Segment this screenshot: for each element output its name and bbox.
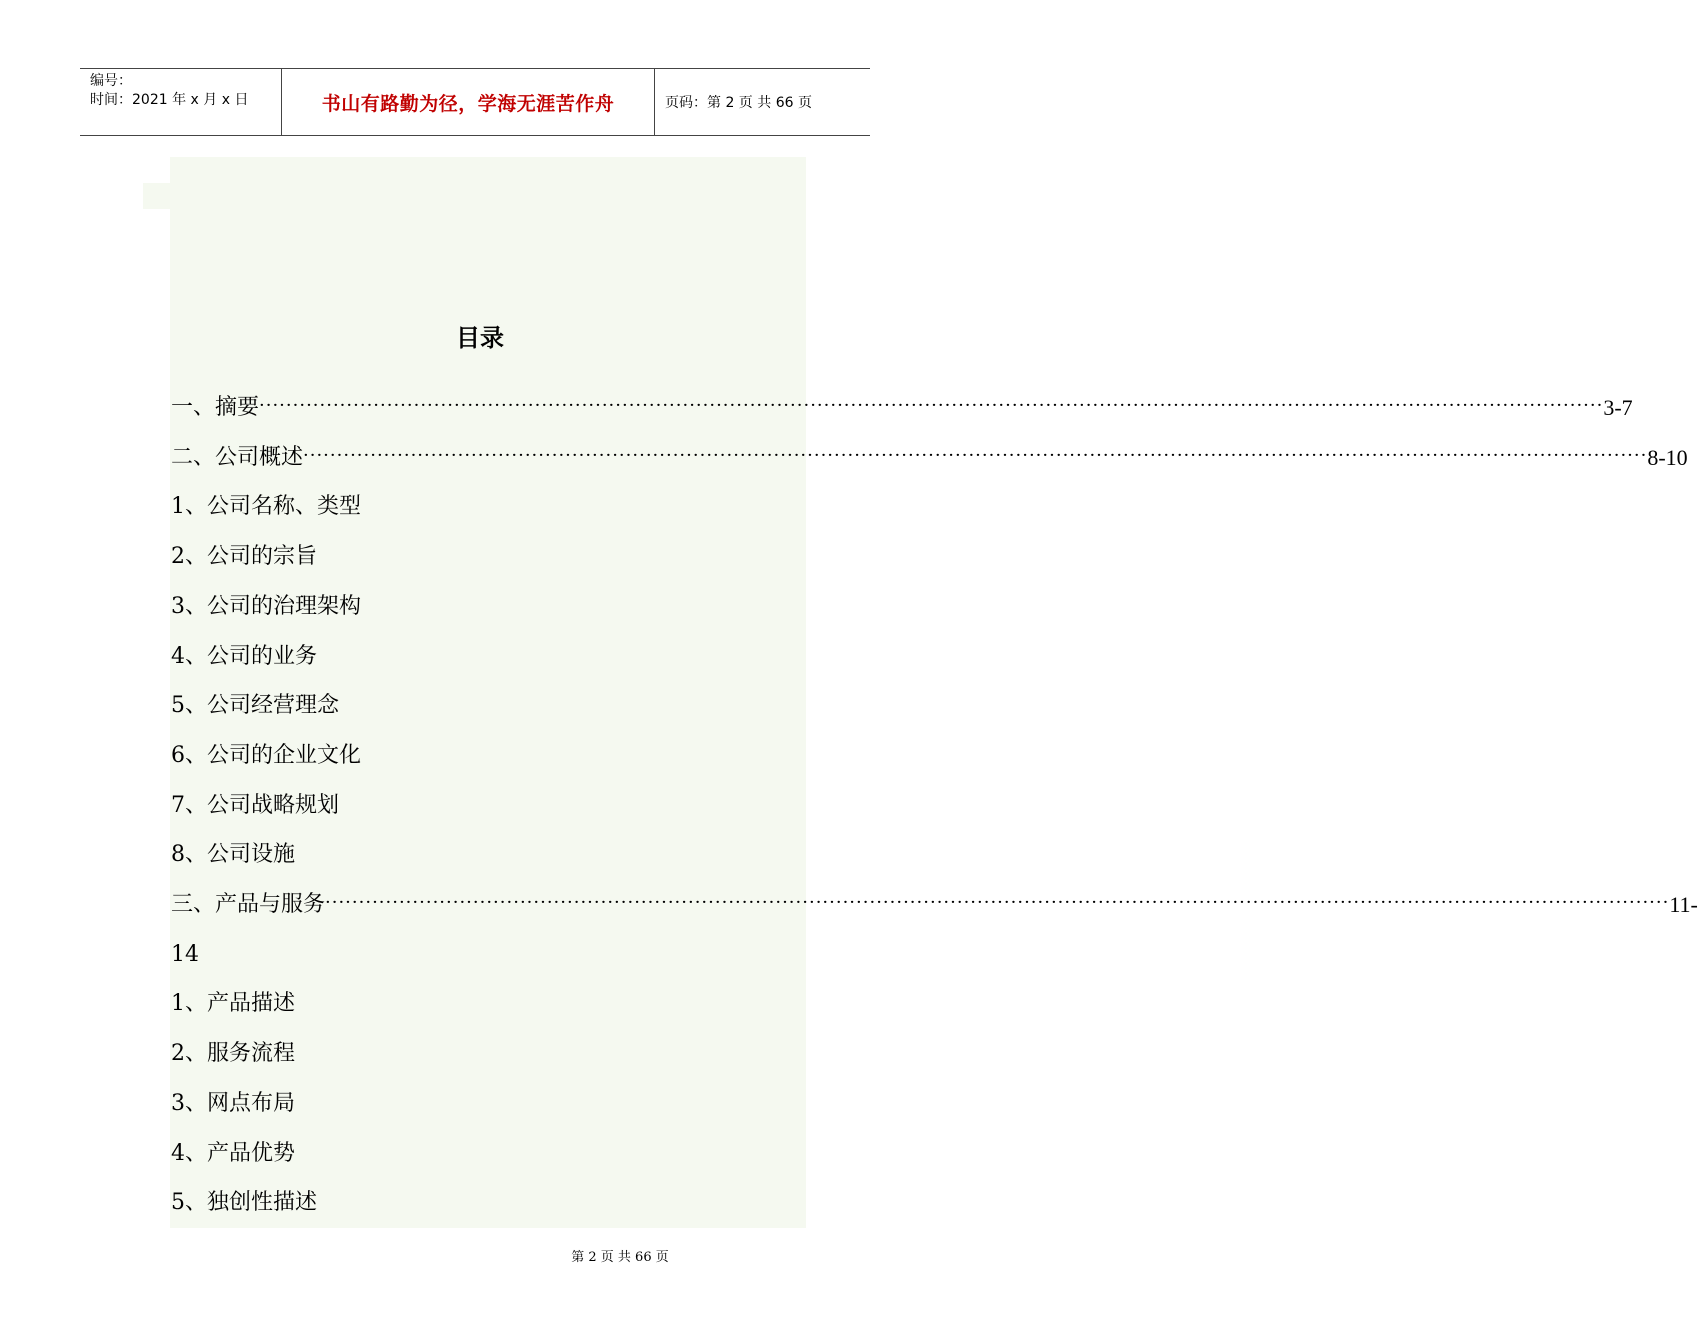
toc-entry[interactable]: [171, 487, 804, 527]
toc-entry-page: 3-7: [1603, 395, 1633, 420]
header-meta: [80, 69, 282, 135]
content-background-tab: [143, 183, 171, 209]
toc-leader-dots: ········································································································································································································: [259, 395, 1604, 416]
toc-entry-label: 6、公司的企业文化: [171, 743, 361, 768]
page-header: [80, 68, 870, 136]
toc-entry[interactable]: [171, 438, 1688, 478]
document-time-label: 时间：2021 年 x 月 x 日: [90, 92, 249, 108]
toc-leader-dots: ········································································································································································································: [303, 445, 1648, 466]
toc-entry-label: 4、公司的业务: [171, 644, 317, 669]
toc-entry[interactable]: [171, 637, 804, 677]
toc-leader-dots: ········································································································································································································: [325, 892, 1670, 913]
toc-entry[interactable]: [171, 1183, 804, 1223]
toc-entry-label: 5、独创性描述: [171, 1190, 317, 1215]
header-page-info: 页码：第 2 页 共 66 页: [665, 95, 812, 111]
toc-entry-label: 2、服务流程: [171, 1041, 295, 1066]
toc-entry[interactable]: [171, 1034, 804, 1074]
toc-entry[interactable]: [171, 984, 804, 1024]
toc-entry[interactable]: [171, 736, 804, 776]
toc-entry[interactable]: [171, 686, 804, 726]
toc-entry-label: 一、摘要: [171, 395, 260, 420]
toc-entry-label: 3、公司的治理架构: [171, 594, 361, 619]
toc-entry-label: 5、公司经营理念: [171, 693, 339, 718]
toc-entry-label: 14: [171, 942, 199, 967]
page-footer: 第 2 页 共 66 页: [571, 1250, 669, 1265]
toc-entry[interactable]: [171, 885, 1698, 925]
toc-entry-page: 8-10: [1647, 445, 1688, 470]
toc-entry[interactable]: [171, 388, 1633, 428]
toc-entry[interactable]: [171, 935, 804, 975]
document-number-label: 编号：: [90, 73, 132, 89]
toc-title: 目录: [456, 324, 504, 352]
toc-entry-label: 1、产品描述: [171, 991, 295, 1016]
toc-entry[interactable]: [171, 1084, 804, 1124]
toc-entry-page: 11-: [1669, 892, 1698, 917]
toc-entry-label: 三、产品与服务: [171, 892, 326, 917]
toc-entry-label: 2、公司的宗旨: [171, 544, 317, 569]
toc-entry[interactable]: [171, 786, 804, 826]
toc-entry-label: 1、公司名称、类型: [171, 494, 361, 519]
toc-entry[interactable]: [171, 537, 804, 577]
toc-entry-label: 8、公司设施: [171, 842, 295, 867]
toc-entry[interactable]: [171, 587, 804, 627]
toc-entry-label: 二、公司概述: [171, 445, 304, 470]
toc-entry-label: 3、网点布局: [171, 1091, 295, 1116]
toc-entry[interactable]: [171, 835, 804, 875]
header-motto: 书山有路勤为径，学海无涯苦作舟: [282, 69, 655, 135]
toc-entry-label: 4、产品优势: [171, 1141, 295, 1166]
toc-entry-label: 7、公司战略规划: [171, 793, 339, 818]
toc-entry[interactable]: [171, 1134, 804, 1174]
